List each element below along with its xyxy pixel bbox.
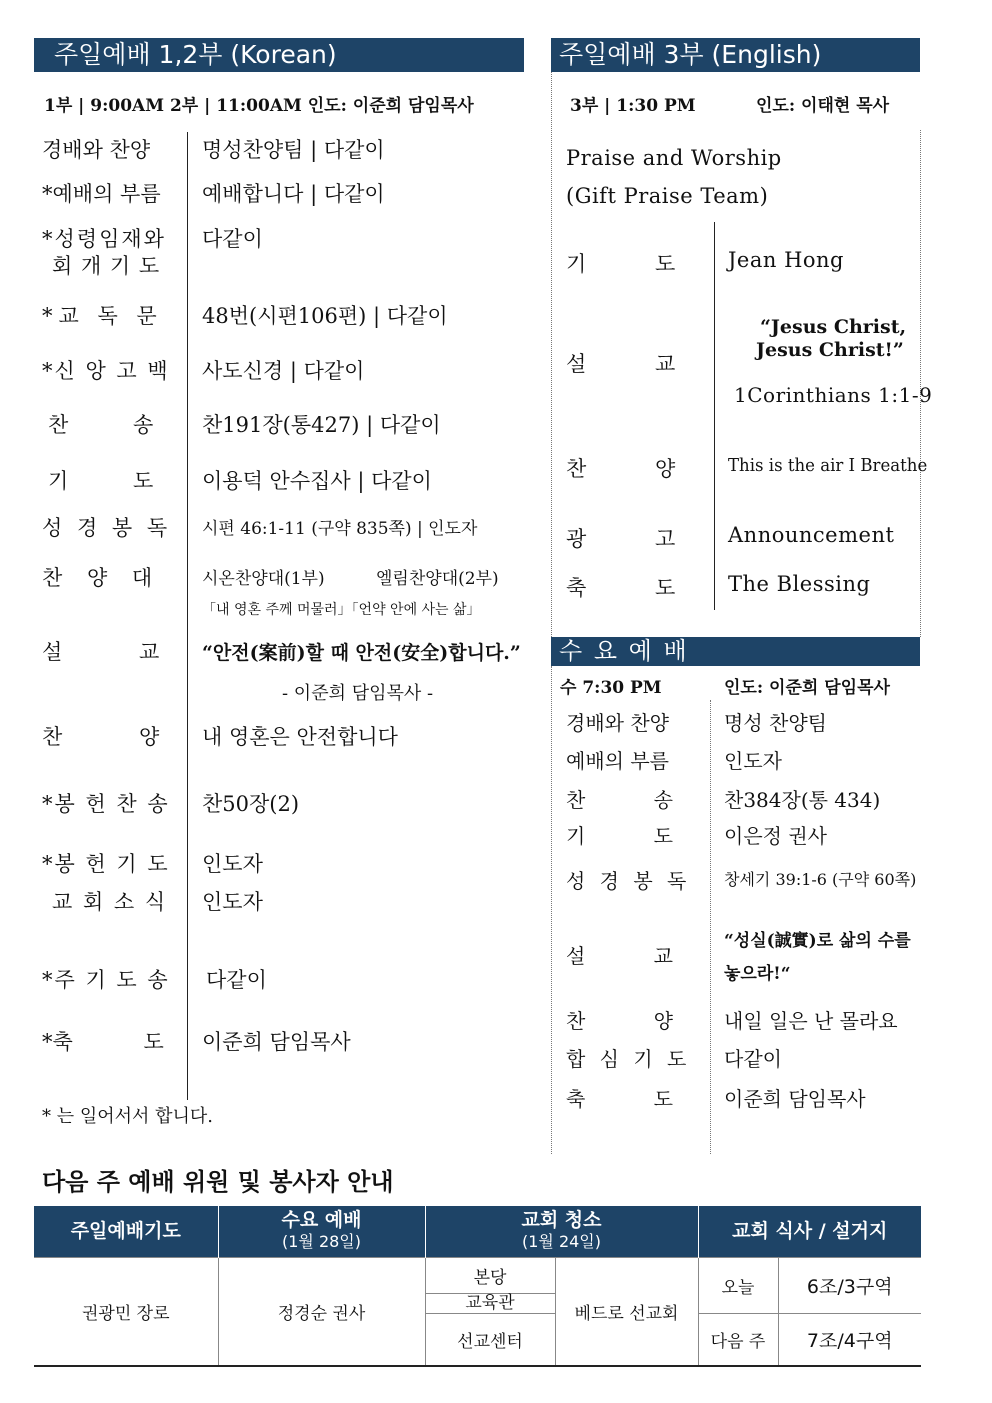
- korean-item-label: *축 도: [42, 1030, 164, 1054]
- wednesday-prayer-cell: 정경순 권사: [218, 1257, 425, 1366]
- english-item-value: The Blessing: [728, 572, 871, 596]
- english-item-label: 광 고: [566, 527, 676, 551]
- cleaning-place-cell: 교육관: [425, 1293, 555, 1313]
- wednesday-item-value: 창세기 39:1-6 (구약 60쪽): [724, 870, 917, 889]
- english-sermon-scripture: 1Corinthians 1:1-9: [734, 383, 933, 407]
- standing-footnote: * 는 일어서서 합니다.: [42, 1106, 213, 1127]
- header-cleaning-label: 교회 청소: [521, 1209, 602, 1232]
- wednesday-item-label: 예배의 부름: [566, 749, 669, 773]
- header-meal-label: 교회 식사 / 설거지: [732, 1219, 888, 1242]
- wednesday-sermon-title-1: “성실(誠實)로 삶의 수를: [724, 931, 911, 951]
- header-meal: [698, 1206, 921, 1257]
- korean-item-value: 사도신경 | 다같이: [202, 359, 365, 383]
- korean-item-value: 이준희 담임목사: [202, 1030, 351, 1054]
- english-sermon-title-1: “Jesus Christ,: [760, 316, 907, 338]
- header-sunday-prayer: [34, 1206, 218, 1257]
- wednesday-service-title: 수 요 예 배: [559, 637, 689, 665]
- english-item-label: 기 도: [566, 252, 676, 276]
- wednesday-item-label: 찬 송: [566, 788, 673, 812]
- sermon-preacher: - 이준희 담임목사 -: [282, 683, 434, 704]
- english-service-leader: 인도: 이태현 목사: [756, 96, 890, 116]
- wednesday-item-value: 이은정 권사: [724, 824, 827, 848]
- meal-day-cell: 다음 주: [698, 1313, 778, 1366]
- korean-item-label: *신 앙 고 백: [42, 359, 170, 383]
- korean-item-label: *예배의 부름: [42, 182, 161, 206]
- korean-item-label: *주 기 도 송: [42, 968, 170, 992]
- wednesday-service-header: [551, 637, 920, 666]
- volunteer-table: [34, 1206, 921, 1367]
- korean-item-value: 다같이: [206, 968, 267, 992]
- sunday-prayer-cell: 권광민 장로: [34, 1257, 218, 1366]
- cleaning-group-cell: 베드로 선교회: [555, 1257, 698, 1366]
- wednesday-item-value: 내일 일은 난 몰라요: [724, 1009, 898, 1033]
- korean-item-label: *교 독 문: [42, 304, 163, 328]
- english-divider-line: [714, 222, 715, 610]
- meal-group-cell: 6조/3구역: [778, 1257, 921, 1313]
- korean-item-value: 내 영혼은 안전합니다: [202, 725, 398, 749]
- wednesday-item-label: 기 도: [566, 824, 673, 848]
- wednesday-service-leader: 인도: 이준희 담임목사: [724, 678, 890, 698]
- korean-item-value: 다같이: [202, 227, 263, 251]
- wednesday-sermon-title-2: 놓으라!“: [724, 964, 791, 984]
- english-service-time: 3부 | 1:30 PM: [570, 96, 696, 116]
- cleaning-place-cell: 선교센터: [425, 1313, 555, 1366]
- korean-service-schedule: 1부 | 9:00AM 2부 | 11:00AM 인도: 이준희 담임목사: [44, 96, 474, 116]
- korean-item-label: 경배와 찬양: [42, 138, 151, 162]
- meal-group-cell: 7조/4구역: [778, 1313, 921, 1366]
- header-sunday-prayer-label: 주일예배기도: [70, 1219, 181, 1242]
- wednesday-item-label: 설 교: [566, 944, 673, 968]
- sermon-title: “안전(案前)할 때 안전(安全)합니다.”: [202, 642, 521, 664]
- korean-item-label: 교 회 소 식: [52, 890, 168, 914]
- korean-item-label-2: 회 개 기 도: [52, 254, 161, 278]
- english-border-left: [551, 72, 552, 637]
- korean-item-value: 예배합니다 | 다같이: [202, 182, 385, 206]
- korean-item-value: 시편 46:1-11 (구약 835쪽) | 인도자: [202, 519, 478, 539]
- table-row: [34, 1257, 921, 1293]
- korean-item-value: 48번(시편106편) | 다같이: [202, 304, 448, 328]
- praise-worship-line-2: (Gift Praise Team): [566, 184, 769, 208]
- wednesday-item-value: 다같이: [724, 1047, 782, 1071]
- korean-item-label: 찬 양: [42, 725, 160, 749]
- english-item-label: 축 도: [566, 576, 676, 600]
- english-sermon-title-2: Jesus Christ!”: [756, 339, 904, 361]
- korean-divider-line: [187, 132, 188, 1100]
- english-item-value: This is the air I Breathe: [728, 455, 928, 476]
- korean-item-value-b: 엘림찬양대(2부): [376, 569, 499, 589]
- praise-worship-line-1: Praise and Worship: [566, 146, 782, 170]
- korean-item-value: 시온찬양대(1부): [202, 569, 325, 589]
- header-wednesday: [218, 1206, 425, 1257]
- wednesday-service-time: 수 7:30 PM: [560, 678, 662, 698]
- wednesday-item-value: 인도자: [724, 749, 782, 773]
- korean-item-label: 설 교: [42, 640, 160, 664]
- cleaning-place-cell: 본당: [425, 1257, 555, 1293]
- wednesday-item-value: 이준희 담임목사: [724, 1087, 866, 1111]
- korean-item-value-2: 「내 영혼 주께 머물러」「언약 안에 사는 삶」: [202, 602, 481, 618]
- korean-item-value: 인도자: [202, 890, 263, 914]
- korean-service-header: [34, 38, 524, 72]
- volunteer-table-header-row: [34, 1206, 921, 1257]
- english-item-label: 설 교: [566, 352, 676, 376]
- korean-item-value: 찬50장(2): [202, 792, 300, 816]
- wednesday-item-label: 성 경 봉 독: [566, 869, 691, 893]
- korean-service-title: 주일예배 1,2부 (Korean): [54, 40, 337, 69]
- header-cleaning-date: (1월 24일): [521, 1232, 602, 1252]
- wednesday-item-label: 합 심 기 도: [566, 1047, 691, 1071]
- wednesday-item-label: 축 도: [566, 1087, 673, 1111]
- english-item-value: Jean Hong: [728, 248, 844, 272]
- wednesday-item-value: 찬384장(통 434): [724, 788, 881, 812]
- meal-day-cell: 오늘: [698, 1257, 778, 1313]
- korean-item-label: 기 도: [48, 469, 154, 493]
- korean-item-label: *봉 헌 찬 송: [42, 792, 170, 816]
- wednesday-item-label: 찬 양: [566, 1009, 673, 1033]
- english-service-header: [551, 38, 920, 72]
- next-week-title: 다음 주 예배 위원 및 봉사자 안내: [42, 1168, 394, 1196]
- header-wednesday-label: 수요 예배: [281, 1209, 362, 1232]
- korean-item-value: 이용덕 안수집사 | 다같이: [202, 469, 432, 493]
- wednesday-divider-line: [710, 700, 711, 1154]
- korean-item-label: *봉 헌 기 도: [42, 852, 170, 876]
- wednesday-border-left: [551, 666, 552, 1154]
- korean-item-label: 찬 양 대: [42, 566, 153, 590]
- korean-item-label: 성 경 봉 독: [42, 516, 172, 540]
- header-cleaning: [425, 1206, 698, 1257]
- korean-item-value: 인도자: [202, 852, 263, 876]
- english-service-title: 주일예배 3부 (English): [559, 40, 822, 69]
- wednesday-item-label: 경배와 찬양: [566, 711, 669, 735]
- header-wednesday-date: (1월 28일): [281, 1232, 362, 1252]
- korean-item-label: 찬 송: [48, 413, 154, 437]
- korean-item-value: 명성찬양팀 | 다같이: [202, 138, 385, 162]
- korean-item-value: 찬191장(통427) | 다같이: [202, 413, 441, 437]
- wednesday-item-value: 명성 찬양팀: [724, 711, 827, 735]
- korean-item-label: *성령임재와: [42, 227, 166, 251]
- english-item-value: Announcement: [728, 523, 895, 547]
- english-item-label: 찬 양: [566, 457, 676, 481]
